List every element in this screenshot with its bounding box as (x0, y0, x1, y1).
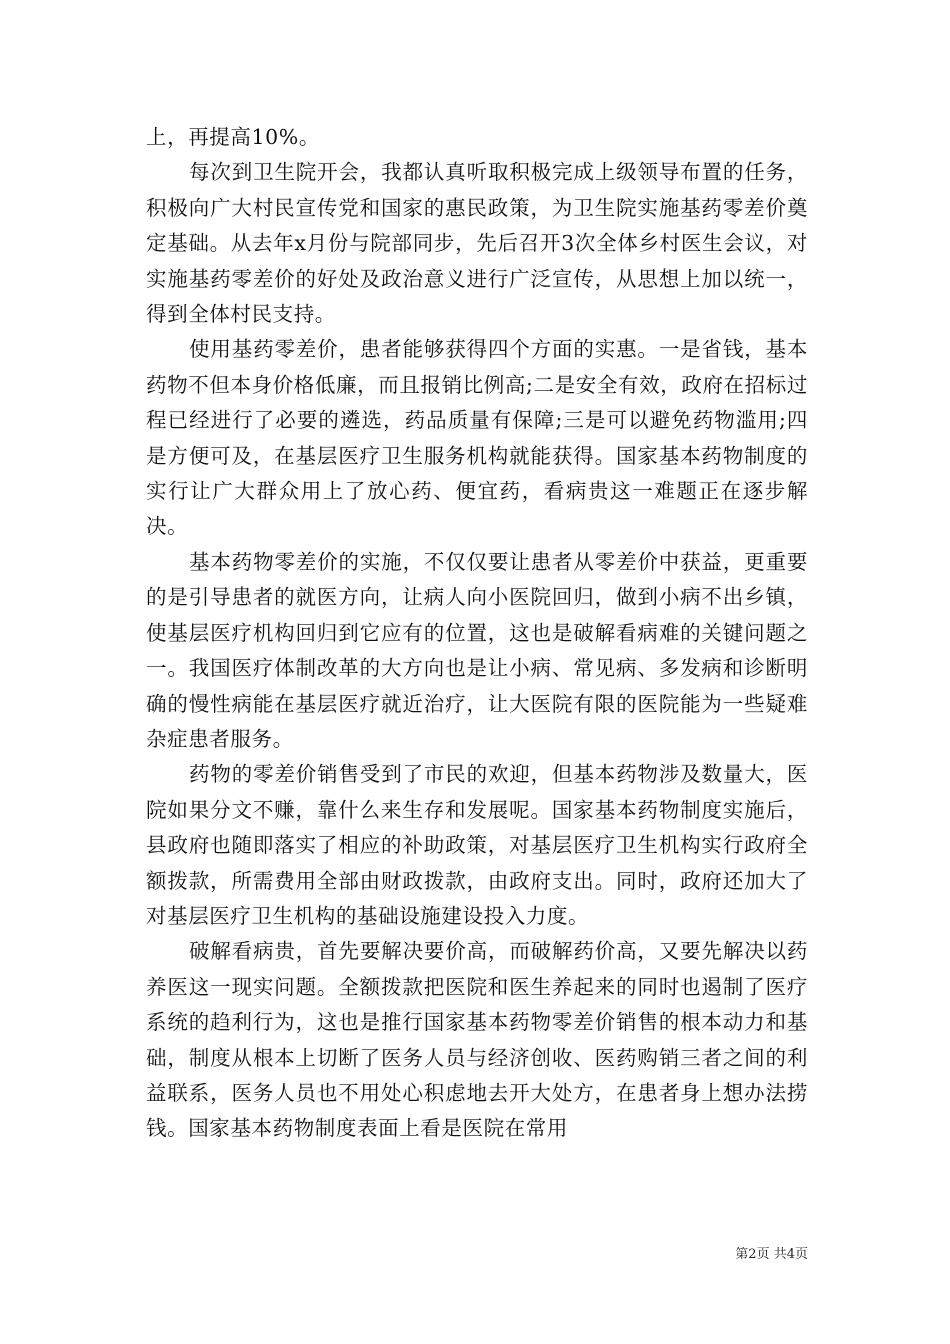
paragraph-3: 使用基药零差价，患者能够获得四个方面的实惠。一是省钱，基本药物不但本身价格低廉，而且报销比例高;二是安全有效，政府在招标过程已经进行了必要的遴选，药品质量有保障;三是可以避免药物滥用;四是方便可及，在基层医疗卫生服务机构就能获得。国家基本药物制度的实行让广大群众用上了放心药、便宜药，看病贵这一难题正在逐步解决。 (146, 337, 808, 539)
paragraph-1: 上，再提高10%。 (146, 125, 320, 149)
footer-current-page: 2 (748, 1247, 757, 1262)
paragraph-2: 每次到卫生院开会，我都认真听取积极完成上级领导布置的任务，积极向广大村民宣传党和国家的惠民政策，为卫生院实施基药零差价奠定基础。从去年x月份与院部同步，先后召开3次全体乡村医生会议，对实施基药零差价的好处及政治意义进行广泛宣传，从思想上加以统一，得到全体村民支持。 (146, 160, 808, 327)
footer-middle: 页 共 (756, 1247, 787, 1262)
footer-total-pages: 4 (786, 1247, 795, 1262)
footer-suffix: 页 (794, 1247, 808, 1262)
paragraph-5: 药物的零差价销售受到了市民的欢迎，但基本药物涉及数量大，医院如果分文不赚，靠什么来生存和发展呢。国家基本药物制度实施后，县政府也随即落实了相应的补助政策，对基层医疗卫生机构实行政府全额拨款，所需费用全部由财政拨款，由政府支出。同时，政府还加大了对基层医疗卫生机构的基础设施建设投入力度。 (146, 762, 808, 928)
page-footer (660, 1246, 808, 1264)
document-body (146, 120, 808, 1147)
paragraph-4: 基本药物零差价的实施，不仅仅要让患者从零差价中获益，更重要的是引导患者的就医方向，让病人向小医院回归，做到小病不出乡镇，使基层医疗机构回归到它应有的位置，这也是破解看病难的关键问题之一。我国医疗体制改革的大方向也是让小病、常见病、多发病和诊断明确的慢性病能在基层医疗就近治疗，让大医院有限的医院能为一些疑难杂症患者服务。 (146, 549, 808, 751)
footer-prefix: 第 (735, 1247, 749, 1262)
paragraph-6: 破解看病贵，首先要解决要价高，而破解药价高，又要先解决以药养医这一现实问题。全额拨款把医院和医生养起来的同时也遏制了医疗系统的趋利行为，这也是推行国家基本药物零差价销售的根本动力和基础，制度从根本上切断了医务人员与经济创收、医药购销三者之间的利益联系，医务人员也不用处心积虑地去开大处方，在患者身上想办法捞钱。国家基本药物制度表面上看是医院在常用 (146, 939, 808, 1141)
